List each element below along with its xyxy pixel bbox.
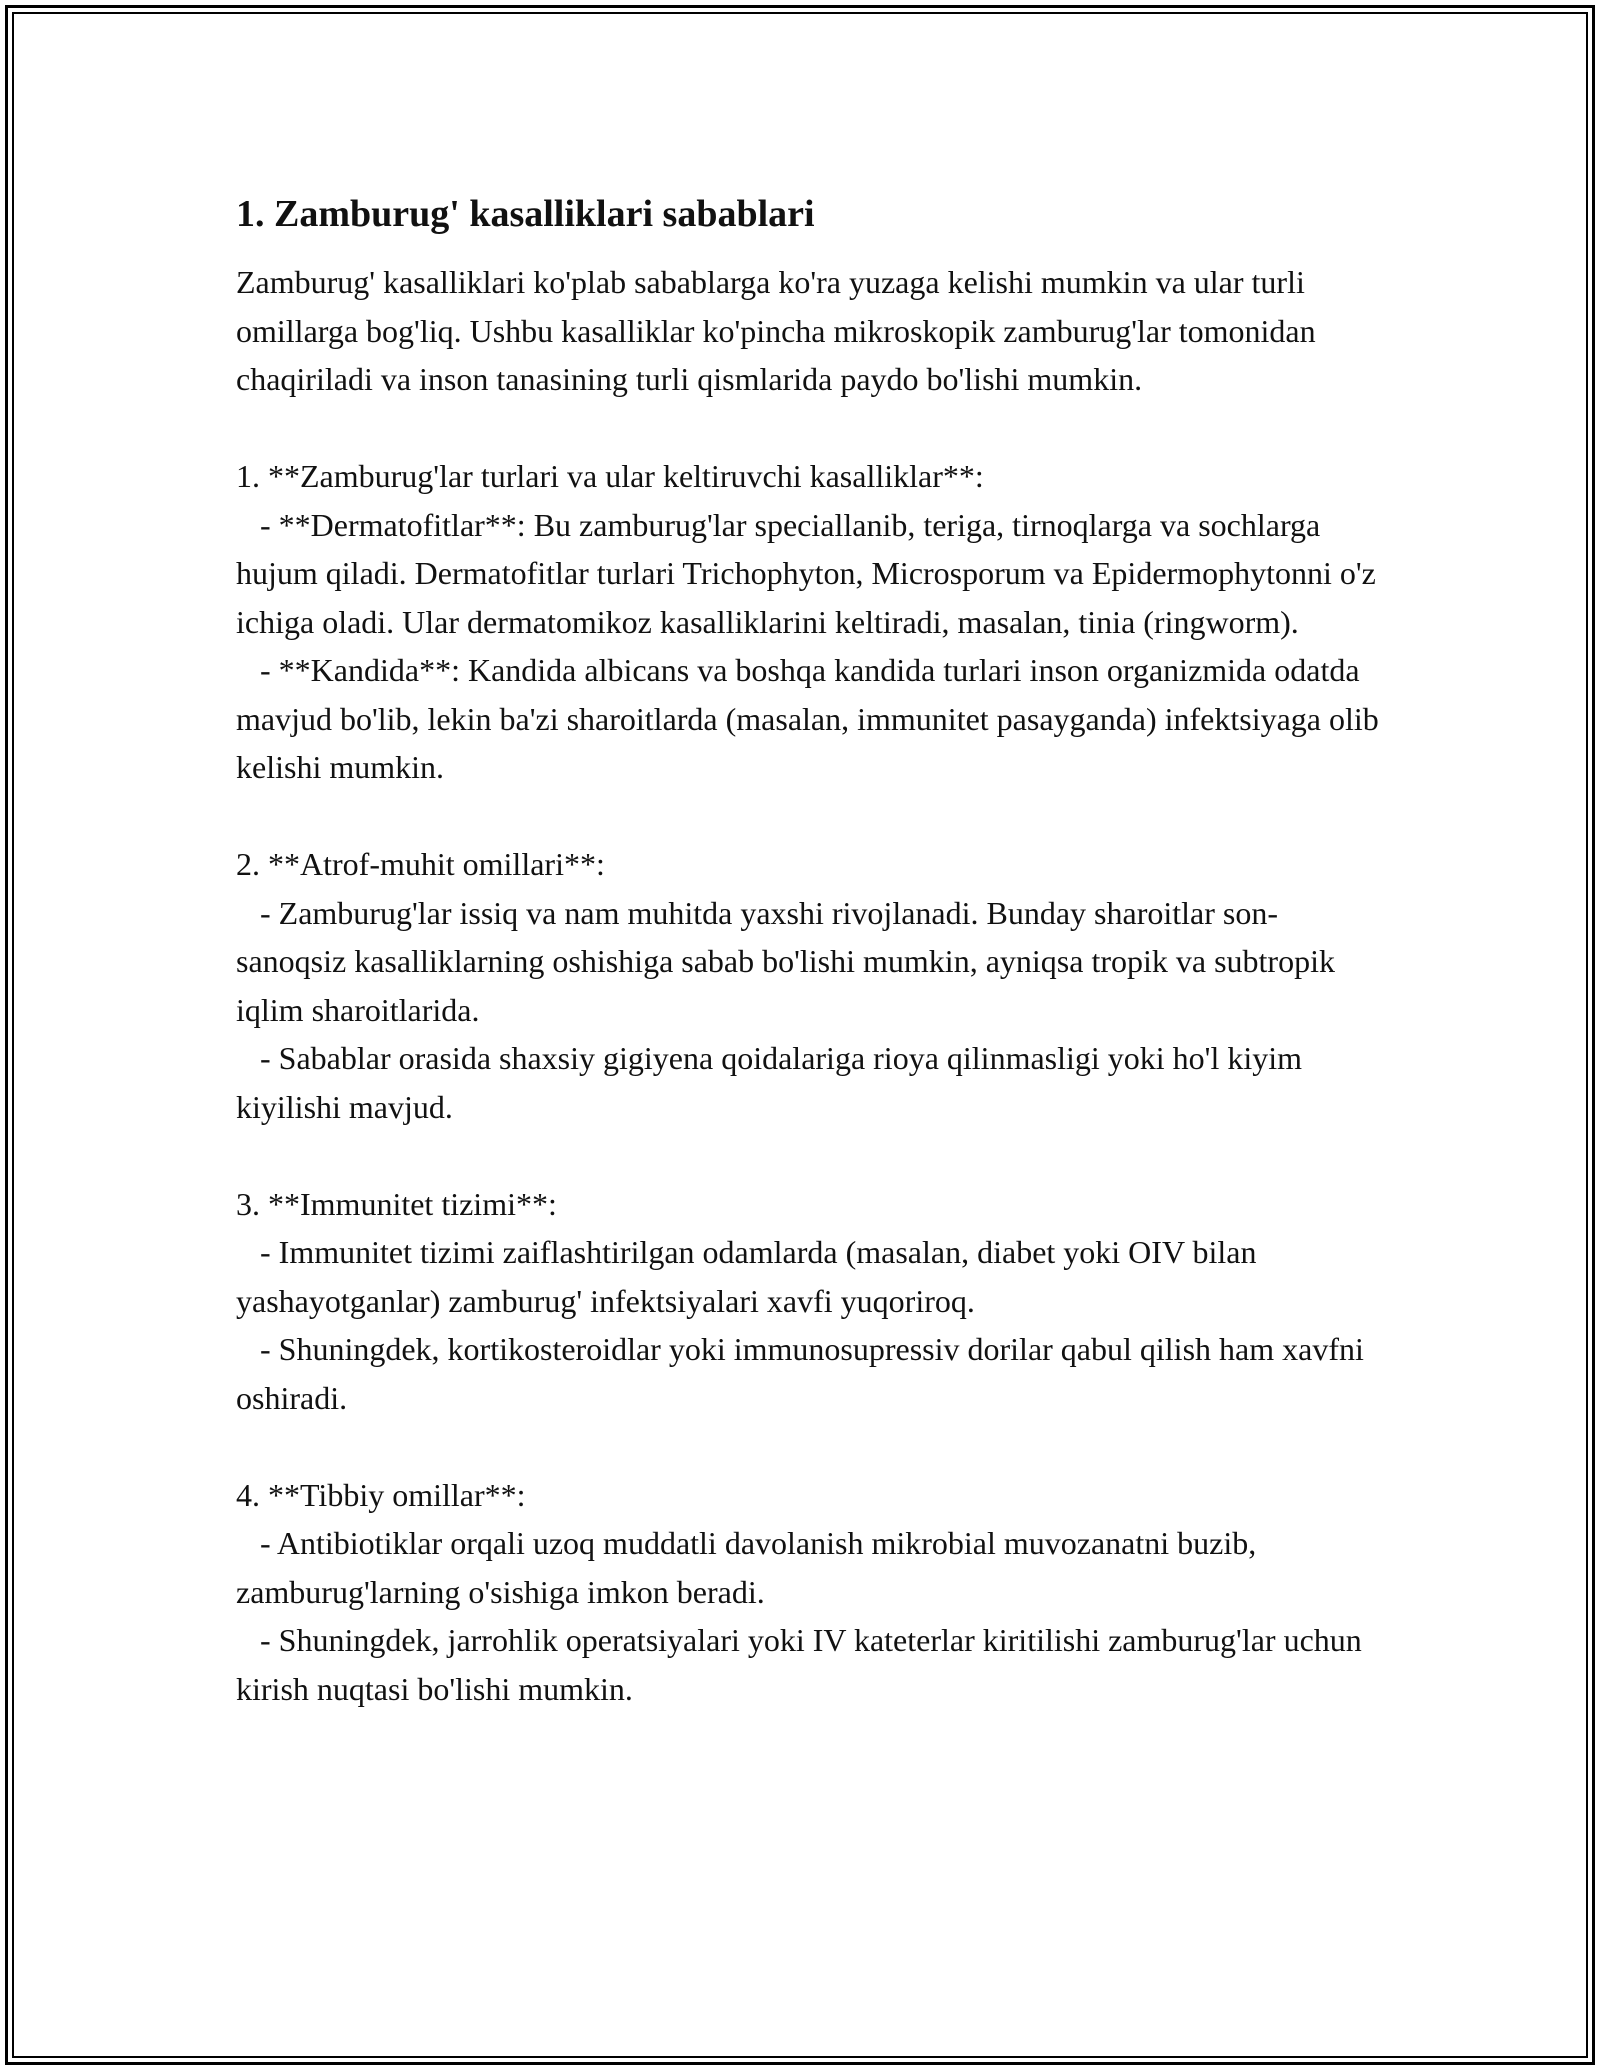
section-heading: 1. **Zamburug'lar turlari va ular keltiruvchi kasalliklar**: <box>236 458 984 494</box>
document-body <box>236 188 1386 1713</box>
paragraph-gap <box>236 1131 1386 1180</box>
section-item: - Immunitet tizimi zaiflashtirilgan odamlarda (masalan, diabet yoki OIV bilan yashayotganlar) zamburug' infektsiyalari xavfi yuqoriroq. <box>236 1234 1265 1319</box>
section-item: - **Dermatofitlar**: Bu zamburug'lar speciallanib, teriga, tirnoqlarga va sochlarga hujum qiladi. Dermatofitlar turlari Trichophyton, Microsporum va Epidermophytonni o'z ichiga oladi. Ular dermatomikoz kasalliklarini keltiradi, masalan, tinia (ringworm). <box>236 506 1384 640</box>
section-item: - Shuningdek, kortikosteroidlar yoki immunosupressiv dorilar qabul qilish ham xavfni oshiradi. <box>236 1331 1372 1416</box>
document-title: 1. Zamburug' kasalliklari sabablari <box>236 193 815 235</box>
section-item: - Shuningdek, jarrohlik operatsiyalari yoki IV kateterlar kiritilishi zamburug'lar uchun kirish nuqtasi bo'lishi mumkin. <box>236 1622 1370 1707</box>
section-item: - **Kandida**: Kandida albicans va boshqa kandida turlari inson organizmida odatda mavjud bo'lib, lekin ba'zi sharoitlarda (masalan, immunitet pasayganda) infektsiyaga olib kelishi mumkin. <box>236 652 1387 785</box>
section-heading: 4. **Tibbiy omillar**: <box>236 1476 526 1513</box>
section-item: - Antibiotiklar orqali uzoq muddatli davolanish mikrobial muvozanatni buzib, zamburug'larning o'sishiga imkon beradi. <box>236 1525 1265 1610</box>
section-item: - Zamburug'lar issiq va nam muhitda yaxshi rivojlanadi. Bunday sharoitlar son-sanoqsiz kasalliklarning oshishiga sabab bo'lishi mumkin, ayniqsa tropik va subtropik iqlim sharoitlarida. <box>236 894 1343 1028</box>
intro-paragraph: Zamburug' kasalliklari ko'plab sabablarga ko'ra yuzaga kelishi mumkin va ular turli omillarga bog'liq. Ushbu kasalliklar ko'pincha mikroskopik zamburug'lar tomonidan chaqiriladi va inson tanasining turli qismlarida paydo bo'lishi mumkin. <box>236 264 1324 397</box>
section-item: - Sabablar orasida shaxsiy gigiyena qoidalariga rioya qilinmasligi yoki ho'l kiyim kiyilishi mavjud. <box>236 1040 1310 1125</box>
paragraph-gap <box>236 792 1386 841</box>
paragraph-gap <box>236 404 1386 453</box>
paragraph-gap <box>236 1422 1386 1471</box>
section-heading: 3. **Immunitet tizimi**: <box>236 1185 557 1222</box>
section-heading: 2. **Atrof-muhit omillari**: <box>236 846 605 882</box>
